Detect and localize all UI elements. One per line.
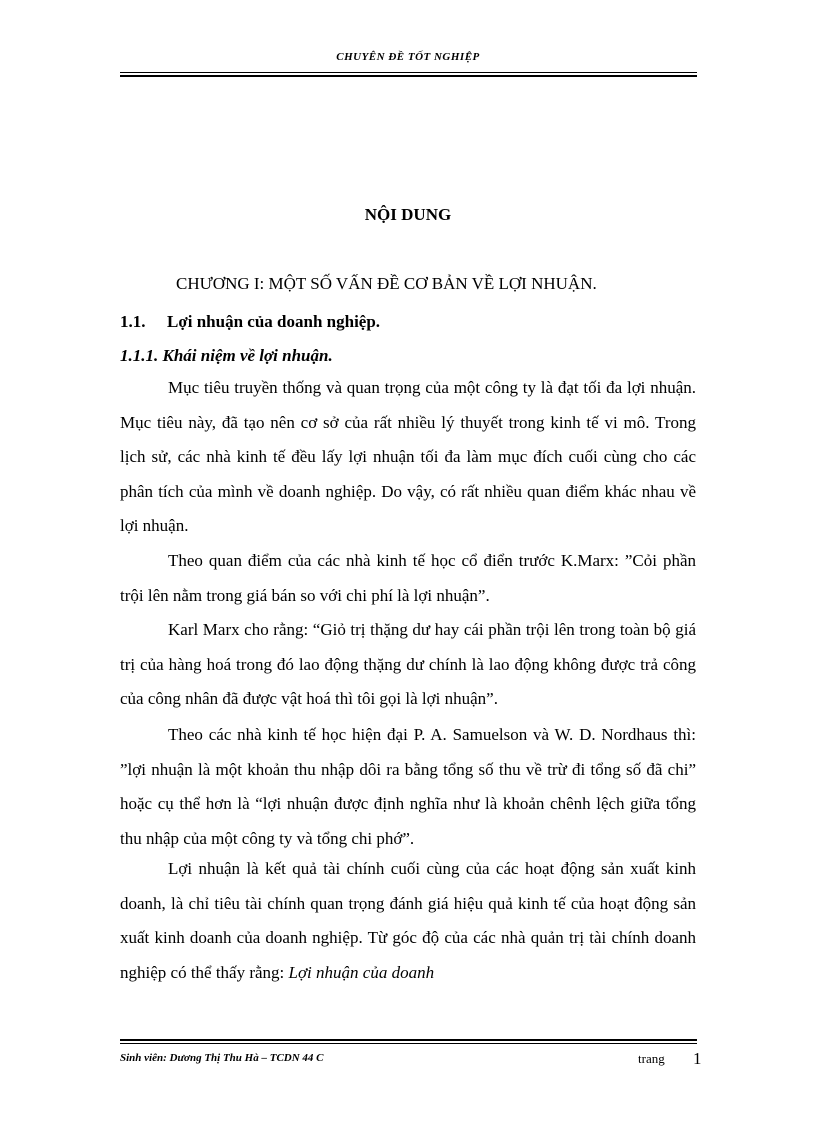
header-rule-thin (120, 72, 697, 73)
footer-rule-thin (120, 1043, 697, 1044)
footer-rule-thick (120, 1039, 697, 1041)
section-title: Lợi nhuận của doanh nghiệp. (167, 312, 381, 331)
section-number: 1.1. (120, 312, 146, 331)
paragraph-4: Theo các nhà kinh tế học hiện đại P. A. Samuelson và W. D. Nordhaus thì: ”lợi nhuận là một khoản thu nhập dôi ra bằng tổng số thu về trừ đi tổng số đã chi” hoặc cụ thể hơn là “lợi nhuận được định nghĩa như là khoản chênh lệch giữa tổng thu nhập của một công ty và tổng chi phớ”. (120, 725, 696, 848)
footer-page-number: 1 (693, 1049, 702, 1068)
paragraph-2: Theo quan điểm của các nhà kinh tế học cổ điển trước K.Marx: ”Cỏi phần trội lên nằm trong giá bán so với chi phí là lợi nhuận”. (120, 551, 696, 605)
footer-author: Sinh viên: Dương Thị Thu Hà – TCDN 44 C (120, 1052, 324, 1064)
paragraph-5 (120, 852, 696, 990)
page-heading: NỘI DUNG (364, 205, 452, 224)
paragraph-5-text: Lợi nhuận là kết quả tài chính cuối cùng của các hoạt động sản xuất kinh doanh, là chỉ tiêu tài chính quan trọng đánh giá hiệu quả kinh tế của hoạt động sản xuất kinh doanh của doanh nghiệp. Từ góc độ của các nhà quản trị tài chính doanh nghiệp có thể thấy rằng: (120, 859, 696, 982)
paragraph-1: Mục tiêu truyền thống và quan trọng của một công ty là đạt tối đa lợi nhuận. Mục tiêu này, đã tạo nên cơ sở của rất nhiều lý thuyết trong kinh tế vi mô. Trong lịch sử, các nhà kinh tế đều lấy lợi nhuận tối đa làm mục đích cuối cùng cho các phân tích của mình về doanh nghiệp. Do vậy, có rất nhiều quan điểm khác nhau về lợi nhuận. (120, 378, 696, 535)
subsection-title: 1.1.1. Khái niệm về lợi nhuận. (120, 346, 333, 365)
paragraph-5-italic: Lợi nhuận của doanh (288, 962, 435, 982)
footer-page-label: trang (638, 1051, 665, 1066)
header-rule-thick (120, 75, 697, 77)
paragraph-3: Karl Marx cho rằng: “Giỏ trị thặng dư hay cái phần trội lên trong toàn bộ giá trị của hàng hoá trong đó lao động thặng dư chính là lao động không được trả công của công nhân đã được vật hoá thì tôi gọi là lợi nhuận”. (120, 620, 696, 708)
chapter-title: CHƯƠNG I: MỘT SỐ VẤN ĐỀ CƠ BẢN VỀ LỢI NHUẬN. (176, 274, 597, 293)
header-title: CHUYÊN ĐỀ TỐT NGHIỆP (336, 51, 480, 63)
